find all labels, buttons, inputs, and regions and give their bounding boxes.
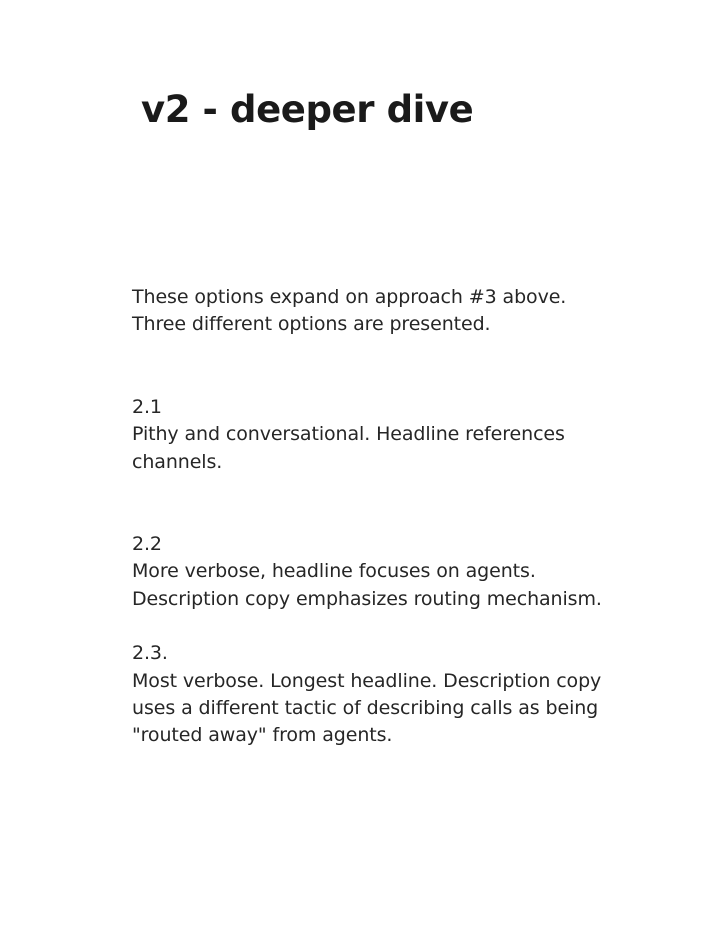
document-body [132, 284, 602, 750]
option-description: Pithy and conversational. Headline references channels. [132, 423, 565, 473]
option-section-2-3 [132, 640, 602, 750]
page-title: v2 - deeper dive [141, 88, 474, 131]
option-section-2-2 [132, 531, 602, 613]
intro-line-1: These options expand on approach #3 above. [132, 286, 567, 308]
option-section-2-1 [132, 394, 602, 476]
option-description: More verbose, headline focuses on agents. Description copy emphasizes routing mechanism. [132, 560, 602, 610]
option-description: Most verbose. Longest headline. Description copy uses a different tactic of describing calls as being "routed away" from agents. [132, 669, 602, 747]
option-number: 2.1 [132, 395, 162, 418]
option-number: 2.3. [132, 642, 168, 665]
option-number: 2.2 [132, 533, 162, 556]
intro-paragraph [132, 284, 602, 339]
intro-line-2: Three different options are presented. [132, 313, 491, 336]
